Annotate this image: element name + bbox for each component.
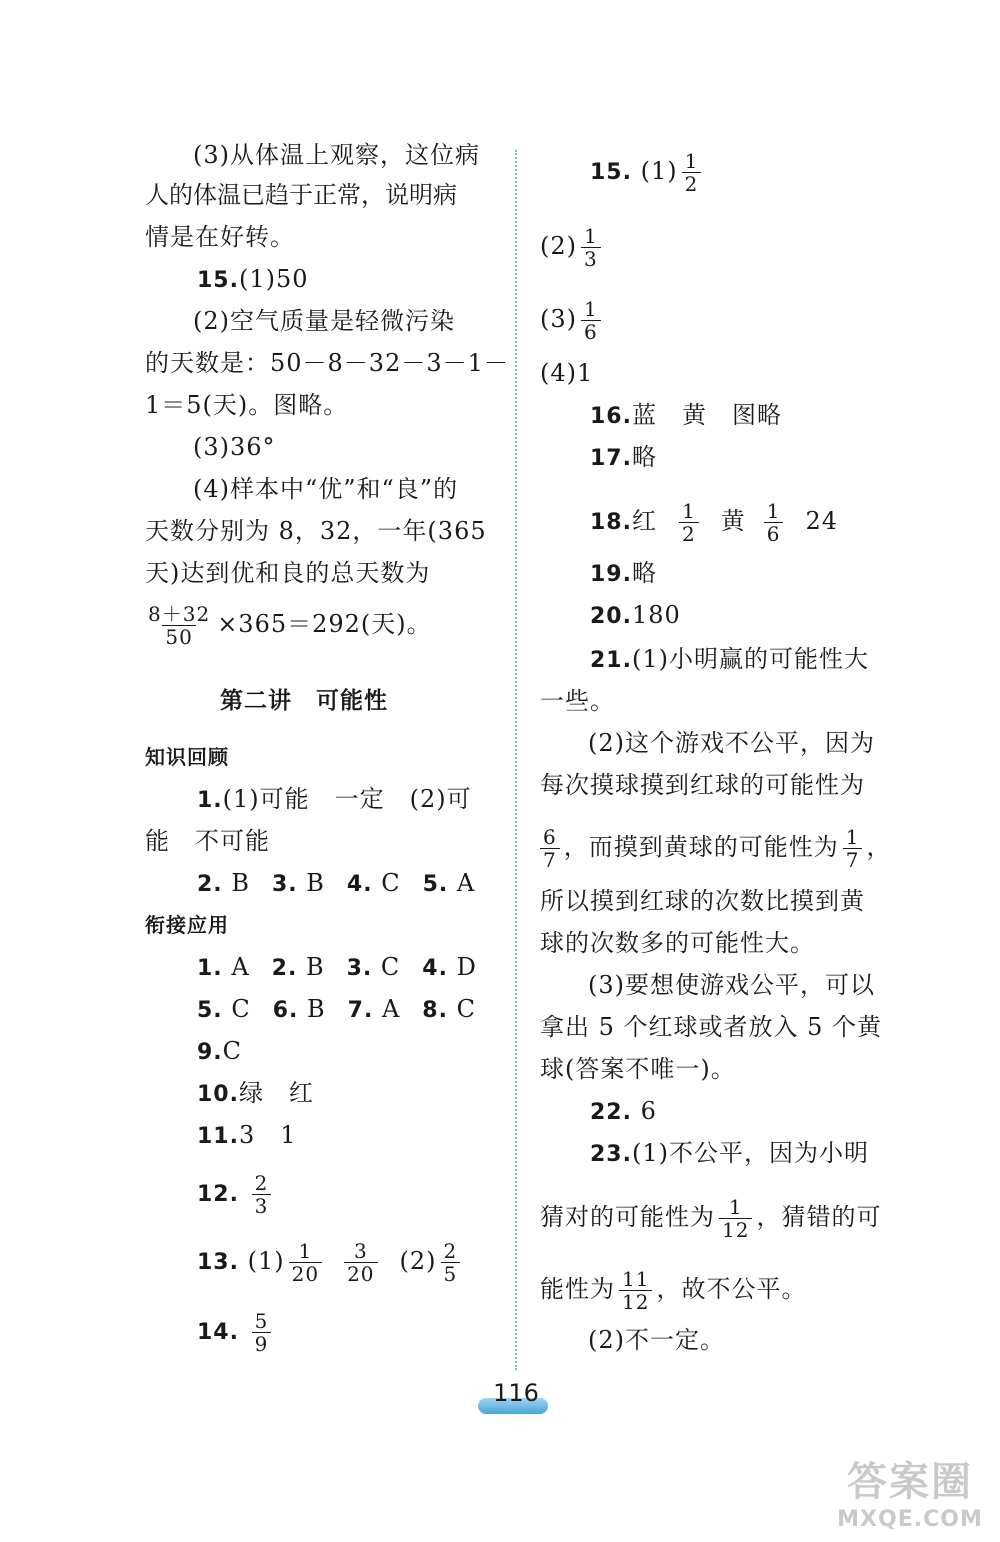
- answer-text: 略: [631, 443, 657, 471]
- fraction: [619, 1268, 652, 1313]
- answer-text: D: [456, 953, 477, 981]
- fraction-denominator: 20: [289, 1262, 322, 1285]
- answer-text: 红: [631, 507, 657, 535]
- answer-text: C: [380, 953, 401, 981]
- fraction: [252, 1310, 272, 1355]
- text-line: (2)不一定。: [588, 1326, 725, 1354]
- question-number: 21.: [590, 648, 632, 673]
- answer-line: [197, 1036, 242, 1068]
- fraction-denominator: 50: [162, 625, 195, 648]
- text-line: (3)36°: [193, 433, 276, 461]
- answer-text: 绿 红: [238, 1079, 314, 1107]
- fraction-numerator: 1: [298, 1239, 313, 1263]
- fraction-numerator: 2: [254, 1171, 269, 1195]
- question-number: 15.: [197, 268, 239, 293]
- question-number: 17.: [590, 446, 632, 471]
- question-number: 1.: [197, 956, 223, 981]
- fraction-denominator: 2: [679, 522, 699, 545]
- text-line: 能 不可能: [145, 827, 270, 855]
- fraction-denominator: 5: [441, 1262, 461, 1285]
- fraction-numerator: 1: [584, 224, 598, 248]
- fraction: [289, 1240, 322, 1285]
- question-number: 3.: [271, 872, 298, 897]
- question-number: 6.: [272, 998, 299, 1023]
- fraction-numerator: 1: [728, 1195, 743, 1219]
- answer-line: [590, 442, 657, 474]
- question-number: 2.: [197, 872, 223, 897]
- answer-text: (1)小明赢的可能性大: [631, 645, 869, 673]
- text-line: [145, 180, 490, 210]
- fraction-denominator: 12: [719, 1218, 752, 1241]
- answer-text: (3): [540, 305, 577, 333]
- question-number: 5.: [197, 998, 223, 1023]
- answer-line: [197, 952, 477, 984]
- answer-text: 蓝 黄 图略: [631, 401, 782, 429]
- text-line: 球(答案不唯一)。: [540, 1055, 736, 1083]
- question-number: 1.: [197, 788, 223, 813]
- section-title: 第二讲 可能性: [220, 688, 388, 714]
- fraction-denominator: 6: [581, 320, 601, 343]
- answer-text: 猜对的可能性为: [540, 1203, 715, 1231]
- text-line: 每次摸球摸到红球的可能性为: [540, 771, 865, 799]
- question-number: 12.: [197, 1182, 239, 1207]
- fraction: [843, 826, 863, 871]
- text-line: (3)从体温上观察，这位病: [193, 141, 480, 169]
- answer-text: B: [305, 953, 325, 981]
- fraction-numerator: 1: [681, 499, 696, 523]
- fraction-denominator: 12: [619, 1290, 652, 1313]
- answer-text: 24: [805, 507, 838, 535]
- answer-text: B: [231, 869, 250, 897]
- answer-text: A: [381, 995, 401, 1023]
- fraction-denominator: 7: [843, 848, 863, 871]
- fraction-line: [540, 1268, 806, 1313]
- watermark-logo: [825, 1450, 995, 1540]
- question-number: 2.: [271, 956, 298, 981]
- question-number: 18.: [590, 510, 632, 535]
- fraction-line: [540, 826, 891, 871]
- answer-text: ×365＝292(天)。: [217, 610, 432, 638]
- answer-line: [197, 994, 476, 1026]
- question-number: 23.: [590, 1142, 632, 1167]
- fraction-numerator: 1: [766, 499, 781, 523]
- subsection-title: 知识回顾: [145, 745, 229, 769]
- fraction: [581, 225, 601, 270]
- answer-text: A: [231, 953, 250, 981]
- fraction: [252, 1172, 272, 1217]
- watermark-title: 答案圈: [847, 1459, 973, 1505]
- fraction-numerator: 8＋32: [148, 602, 211, 626]
- answer-text: 6: [640, 1097, 657, 1125]
- answer-text: C: [456, 995, 476, 1023]
- fraction-denominator: 7: [540, 848, 560, 871]
- answer-line: [590, 644, 869, 676]
- question-number: 11.: [197, 1124, 239, 1149]
- answer-line: [197, 1120, 297, 1152]
- answer-text: 180: [631, 601, 681, 629]
- answer-text: C: [231, 995, 251, 1023]
- fraction: [441, 1240, 461, 1285]
- answer-line: [590, 600, 681, 632]
- text-line: 球的次数多的可能性大。: [540, 929, 815, 957]
- text-span: 人的体温已趋于正常，说明病: [145, 181, 457, 209]
- fraction-numerator: 1: [684, 149, 699, 173]
- question-number: 15.: [590, 160, 632, 185]
- question-number: 8.: [422, 998, 448, 1023]
- question-number: 3.: [346, 956, 373, 981]
- fraction-denominator: 3: [252, 1194, 272, 1217]
- answer-text: 黄: [720, 507, 746, 535]
- answer-text: C: [381, 869, 401, 897]
- fraction-numerator: 3: [353, 1239, 368, 1263]
- fraction-denominator: 2: [682, 172, 702, 195]
- question-number: 19.: [590, 562, 632, 587]
- fraction-line: [540, 1196, 881, 1241]
- answer-text: (2): [540, 232, 577, 260]
- text-line: 拿出 5 个红球或者放入 5 个黄: [540, 1013, 883, 1041]
- column-divider: [515, 150, 517, 1370]
- question-number: 16.: [590, 404, 632, 429]
- answer-text: (1)50: [238, 265, 309, 293]
- answer-line: [590, 1096, 657, 1128]
- fraction: [540, 826, 560, 871]
- text-line: 所以摸到红球的次数比摸到黄: [540, 887, 865, 915]
- q15-line: [197, 264, 309, 296]
- text-line: 的天数是：50－8－32－3－1－: [145, 349, 509, 377]
- question-number: 5.: [422, 872, 449, 897]
- fraction-line: [145, 603, 432, 648]
- text-line: (4)样本中“优”和“良”的: [193, 475, 459, 503]
- fraction-numerator: 1: [584, 297, 598, 321]
- answer-text: A: [456, 869, 476, 897]
- subsection-title: 衔接应用: [145, 913, 229, 937]
- fraction-numerator: 11: [622, 1267, 650, 1291]
- text-line: 天)达到优和良的总天数为: [145, 559, 431, 587]
- answer-line: [197, 1078, 314, 1110]
- answer-line: [197, 1172, 275, 1217]
- answer-text: C: [222, 1037, 243, 1065]
- answer-line: [590, 558, 657, 590]
- text-line: (2)这个游戏不公平，因为: [588, 729, 875, 757]
- fraction-numerator: 6: [543, 825, 557, 849]
- fraction: [145, 603, 213, 648]
- answer-line: [197, 784, 472, 816]
- answer-text: B: [307, 995, 326, 1023]
- fraction-denominator: 6: [764, 522, 784, 545]
- text-line: 一些。: [540, 687, 615, 715]
- answer-line: [197, 868, 475, 900]
- fraction: [764, 500, 784, 545]
- fraction: [679, 500, 699, 545]
- answer-text: (1): [640, 157, 678, 185]
- question-number: 22.: [590, 1100, 632, 1125]
- answer-line: [540, 298, 605, 343]
- question-number: 7.: [347, 998, 374, 1023]
- question-number: 4.: [346, 872, 373, 897]
- answer-text: 3 1: [238, 1121, 297, 1149]
- answer-line: [590, 1138, 869, 1170]
- page-number: 116: [493, 1379, 539, 1407]
- fraction: [682, 150, 702, 195]
- question-number: 13.: [197, 1250, 239, 1275]
- answer-text: (1)不公平，因为小明: [631, 1139, 869, 1167]
- text-line: (2)空气质量是轻微污染: [193, 307, 455, 335]
- fraction: [581, 298, 601, 343]
- fraction-numerator: 1: [845, 825, 860, 849]
- answer-line: [590, 500, 838, 545]
- text-line: 1＝5(天)。图略。: [145, 391, 349, 419]
- fraction-denominator: 20: [344, 1262, 377, 1285]
- fraction-numerator: 5: [254, 1309, 269, 1333]
- text-line: (3)要想使游戏公平，可以: [588, 971, 875, 999]
- answer-text: (1): [247, 1247, 285, 1275]
- text-line: 天数分别为 8，32，一年(365: [145, 517, 487, 545]
- fraction-denominator: 9: [252, 1332, 272, 1355]
- fraction-denominator: 3: [581, 247, 601, 270]
- answer-text: 能性为: [540, 1275, 615, 1303]
- watermark-url: MXQE.COM: [837, 1507, 983, 1532]
- answer-text: ，故不公平。: [656, 1275, 807, 1303]
- answer-text: B: [306, 869, 325, 897]
- answer-text: 略: [631, 559, 657, 587]
- fraction-numerator: 2: [443, 1239, 458, 1263]
- answer-text: (1)可能 一定 (2)可: [222, 785, 472, 813]
- text-line: (4)1: [540, 359, 594, 387]
- question-number: 10.: [197, 1082, 239, 1107]
- fraction: [719, 1196, 752, 1241]
- text-line: 情是在好转。: [145, 223, 295, 251]
- question-number: 4.: [422, 956, 448, 981]
- answer-line: [540, 225, 605, 270]
- answer-text: (2): [399, 1247, 437, 1275]
- answer-line: [197, 1240, 464, 1285]
- fraction: [344, 1240, 377, 1285]
- answer-line: [590, 150, 705, 195]
- question-number: 14.: [197, 1320, 239, 1345]
- question-number: 20.: [590, 604, 632, 629]
- answer-text: ，: [866, 833, 892, 861]
- answer-line: [590, 400, 782, 432]
- question-number: 9.: [197, 1040, 223, 1065]
- answer-text: ，而摸到黄球的可能性为: [563, 833, 839, 861]
- answer-text: ，猜错的可: [756, 1203, 882, 1231]
- answer-line: [197, 1310, 275, 1355]
